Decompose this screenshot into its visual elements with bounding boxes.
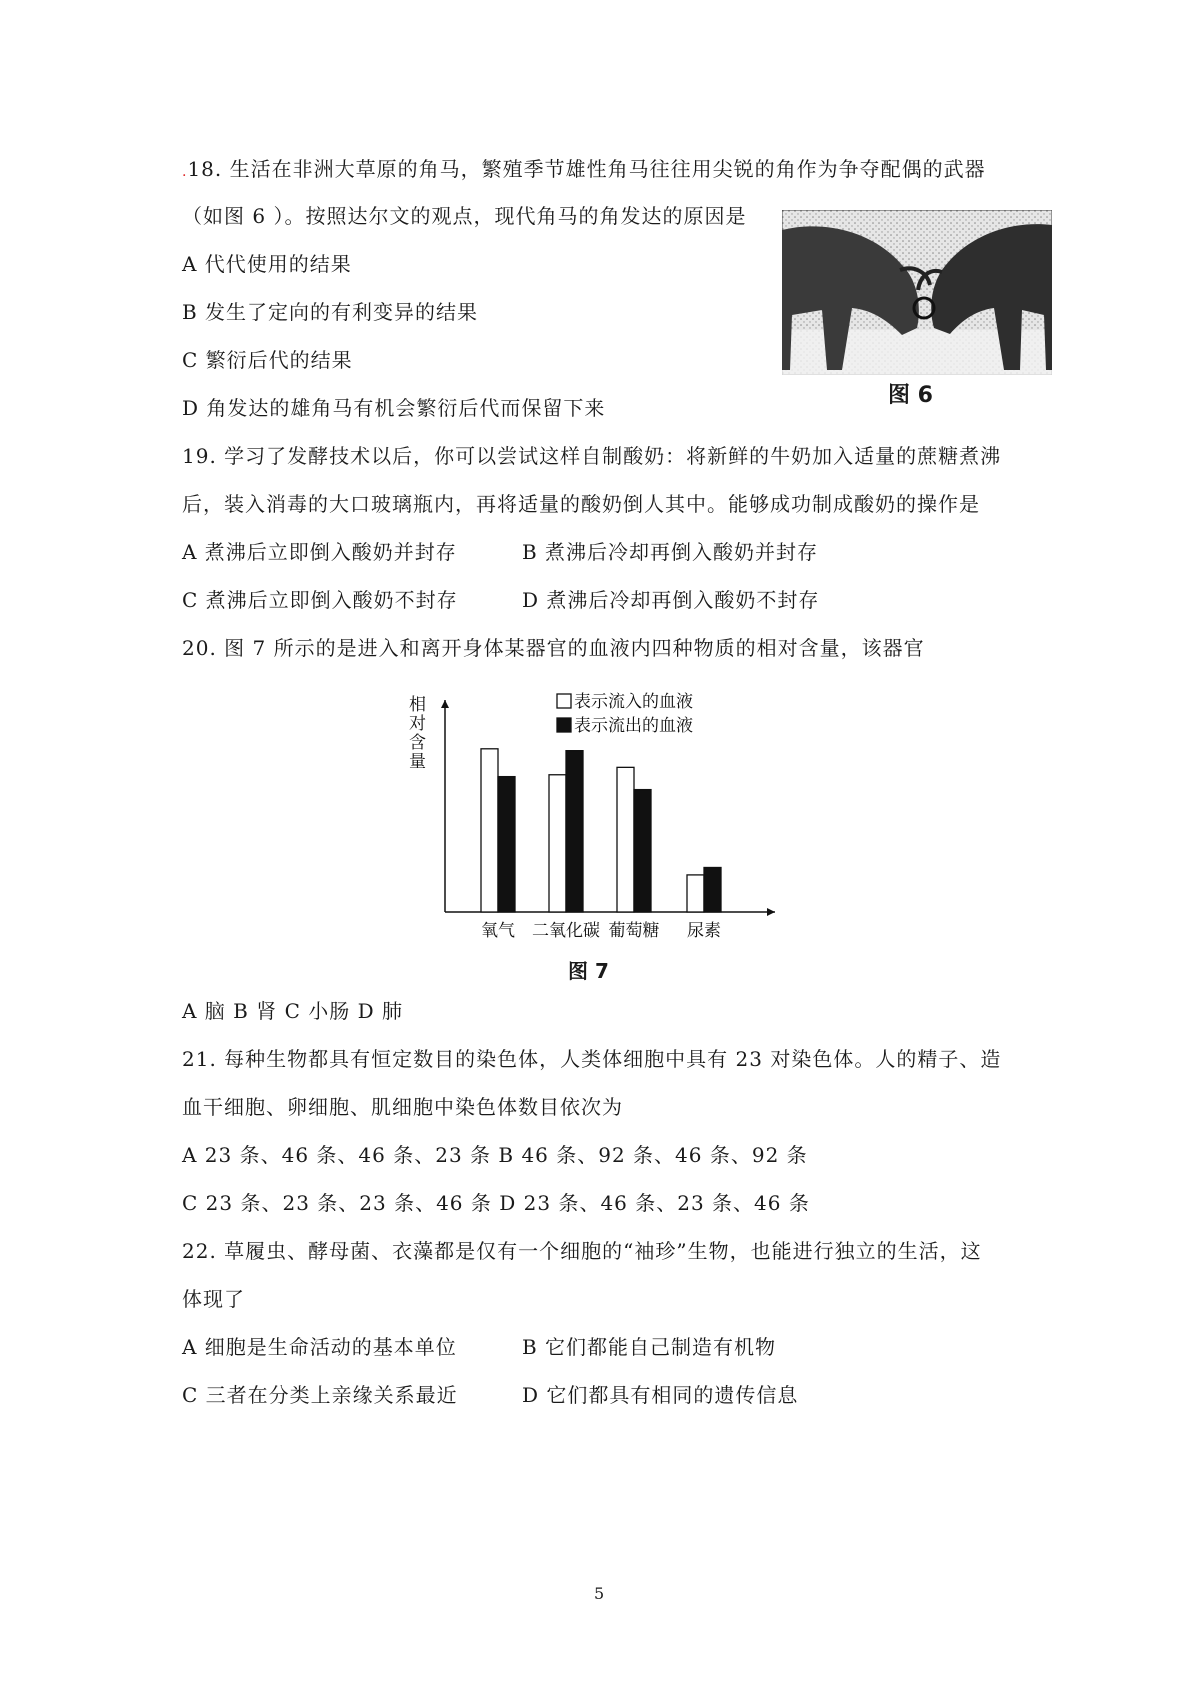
x-tick-label-0: 氧气	[481, 921, 515, 941]
q22-option-c: C 三者在分类上亲缘关系最近	[182, 1383, 458, 1407]
legend-swatch-0	[557, 694, 571, 708]
q18-line2: （如图 6 ）。按照达尔文的观点，现代角马的角发达的原因是	[182, 204, 747, 228]
q18-option-c: C 繁衍后代的结果	[182, 348, 353, 372]
red-mark: .	[182, 164, 188, 180]
x-axis-arrow	[767, 908, 775, 916]
q22-option-d: D 它们都具有相同的遗传信息	[522, 1383, 799, 1407]
bar-3-inflow	[687, 875, 704, 912]
bar-1-inflow	[549, 775, 566, 912]
q19-option-d: D 煮沸后冷却再倒入酸奶不封存	[522, 588, 820, 612]
q19-option-a: A 煮沸后立即倒入酸奶并封存	[182, 540, 457, 564]
legend-label-0: 表示流入的血液	[574, 692, 693, 712]
figure6-caption: 图 6	[888, 383, 933, 408]
q22-option-a: A 细胞是生命活动的基本单位	[182, 1335, 457, 1359]
legend-label-1: 表示流出的血液	[574, 716, 693, 736]
page-number: 5	[594, 1584, 605, 1603]
q19-options-row2	[182, 586, 820, 614]
wildebeest-fight-image	[782, 210, 1052, 375]
x-tick-label-1: 二氧化碳	[532, 921, 600, 941]
q19-line1: 19. 学习了发酵技术以后，你可以尝试这样自制酸奶：将新鲜的牛奶加入适量的蔗糖煮沸	[182, 444, 1002, 468]
bar-0-outflow	[498, 777, 515, 912]
q18-line1	[182, 155, 986, 186]
x-tick-label-3: 尿素	[687, 921, 721, 941]
y-axis-label: 相对含量	[409, 695, 426, 772]
q18-option-a: A 代代使用的结果	[182, 252, 352, 276]
bar-1-outflow	[566, 751, 583, 912]
q22-line2: 体现了	[182, 1287, 245, 1311]
x-tick-label-2: 葡萄糖	[608, 921, 660, 941]
q19-line2: 后，装入消毒的大口玻璃瓶内，再将适量的酸奶倒人其中。能够成功制成酸奶的操作是	[182, 492, 980, 516]
bar-2-outflow	[634, 790, 651, 912]
q22-options-row1	[182, 1333, 777, 1361]
q19-option-c: C 煮沸后立即倒入酸奶不封存	[182, 588, 458, 612]
q18-line1-text: 18. 生活在非洲大草原的角马，繁殖季节雄性角马往往用尖锐的角作为争夺配偶的武器	[187, 157, 986, 181]
q18-option-d: D 角发达的雄角马有机会繁衍后代而保留下来	[182, 396, 606, 420]
bar-2-inflow	[617, 767, 634, 912]
q18-option-b: B 发生了定向的有利变异的结果	[182, 300, 479, 324]
q19-option-b: B 煮沸后冷却再倒入酸奶并封存	[522, 540, 819, 564]
bar-3-outflow	[704, 867, 721, 912]
q21-line1: 21. 每种生物都具有恒定数目的染色体，人类体细胞中具有 23 对染色体。人的精子、造	[182, 1047, 1002, 1071]
q19-options-row1	[182, 538, 819, 566]
bar-0-inflow	[481, 749, 498, 912]
q20-line1: 20. 图 7 所示的是进入和离开身体某器官的血液内四种物质的相对含量，该器官	[182, 636, 925, 660]
q21-line2: 血干细胞、卵细胞、肌细胞中染色体数目依次为	[182, 1095, 623, 1119]
q22-options-row2	[182, 1381, 799, 1409]
q21-options-row2: C 23 条、23 条、23 条、46 条 D 23 条、46 条、23 条、46 条	[182, 1191, 810, 1215]
q22-line1: 22. 草履虫、酵母菌、衣藻都是仅有一个细胞的“袖珍”生物，也能进行独立的生活，这	[182, 1239, 982, 1263]
figure7-bar-chart	[405, 690, 795, 950]
y-axis-arrow	[441, 700, 449, 708]
q21-options-row1: A 23 条、46 条、46 条、23 条 B 46 条、92 条、46 条、92 条	[182, 1143, 808, 1167]
figure7-caption: 图 7	[568, 959, 609, 983]
q20-options: A 脑 B 肾 C 小肠 D 肺	[182, 999, 403, 1023]
q22-option-b: B 它们都能自己制造有机物	[522, 1335, 777, 1359]
legend-swatch-1	[557, 718, 571, 732]
